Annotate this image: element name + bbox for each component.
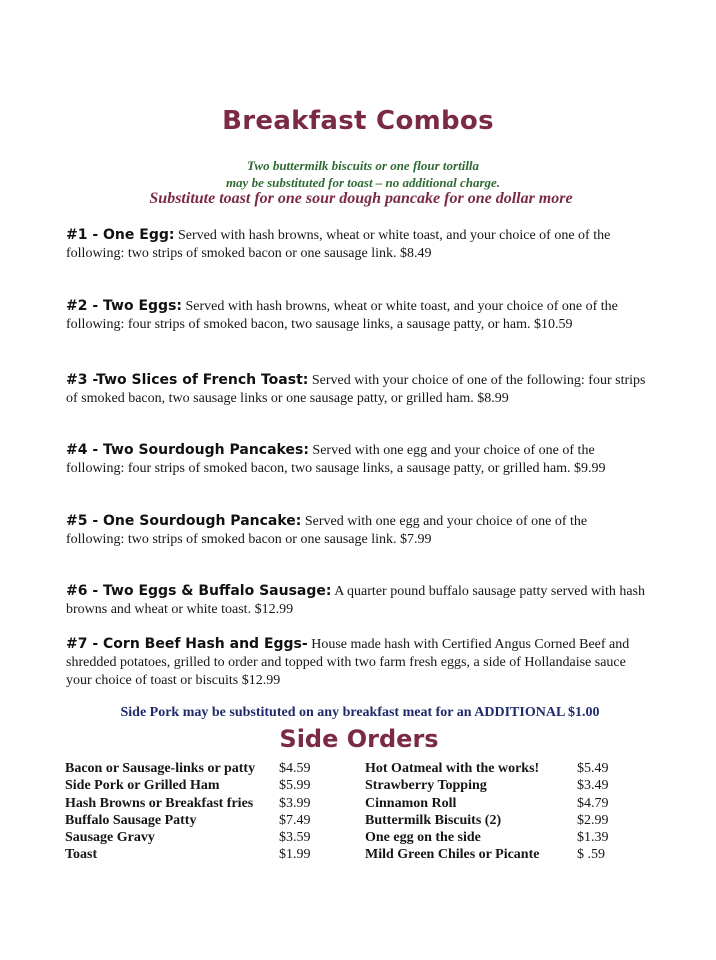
combo-item-3 [66,371,646,408]
combo-item-6 [66,582,646,619]
side-item-price: $2.99 [577,812,609,828]
side-item [365,760,615,777]
combo-name: #4 - Two Sourdough Pancakes: [66,442,309,458]
side-item [365,846,615,863]
side-item [65,812,330,829]
side-item-name: Mild Green Chiles or Picante [365,847,540,863]
combo-description: Served with one egg and your choice of one of the following: four strips of smoked bacon, two sausage links, a sausage patty, or grilled ham. $9.99 [66,443,606,476]
side-item [365,829,615,846]
combo-description: Served with hash browns, wheat or white toast, and your choice of one of the following: two strips of smoked bacon or one sausage link. $8.49 [66,228,611,261]
side-item-name: Cinnamon Roll [365,795,457,811]
side-item-price: $4.79 [577,795,609,811]
side-item-price: $3.49 [577,778,609,794]
combo-name: #6 - Two Eggs & Buffalo Sausage: [66,583,332,599]
side-orders-right-column [365,760,615,864]
side-item-name: One egg on the side [365,830,481,846]
biscuit-note-line2: may be substituted for toast – no additional charge. [225,175,501,190]
page-title: Breakfast Combos [222,106,494,136]
side-item-price: $3.99 [279,795,311,811]
side-item-name: Strawberry Topping [365,778,487,794]
combo-description: Served with hash browns, wheat or white toast, and your choice of one of the following: four strips of smoked bacon, two sausage links, a sausage patty, or ham. $10.59 [66,299,618,332]
side-item [65,760,330,777]
side-item-price: $5.49 [577,761,609,776]
side-item [365,777,615,794]
side-orders-title: Side Orders [279,725,439,753]
side-item-price: $7.49 [279,812,311,828]
side-item [65,829,330,846]
combo-name: #1 - One Egg: [66,227,175,243]
side-item [65,777,330,794]
side-item-name: Buttermilk Biscuits (2) [365,812,502,828]
side-item [365,795,615,812]
side-item-price: $1.99 [279,847,311,863]
side-item-name: Toast [65,847,98,863]
side-item-name: Side Pork or Grilled Ham [65,778,220,794]
substitute-note: Substitute toast for one sour dough pancake for one dollar more [149,190,573,207]
side-item [365,812,615,829]
combo-item-1 [66,226,646,263]
combo-item-5 [66,512,646,549]
combo-description: Served with one egg and your choice of one of the following: two strips of smoked bacon or one sausage link. $7.99 [66,514,588,547]
side-pork-note: Side Pork may be substituted on any breakfast meat for an ADDITIONAL $1.00 [120,705,600,720]
combo-name: #3 -Two Slices of French Toast: [66,372,309,388]
side-item-price: $4.59 [279,761,311,776]
combo-item-7 [66,635,646,690]
side-item-name: Bacon or Sausage-links or patty [65,761,256,776]
side-item-price: $ .59 [577,847,605,863]
side-item-name: Sausage Gravy [65,830,155,846]
combo-name: #7 - Corn Beef Hash and Eggs- [66,636,308,652]
side-item [65,846,330,863]
side-item-price: $1.39 [577,830,609,846]
combo-name: #2 - Two Eggs: [66,298,183,314]
combo-description: A quarter pound buffalo sausage patty served with hash browns and wheat or white toast. $12.99 [66,584,645,617]
side-item [65,795,330,812]
side-item-price: $3.59 [279,830,311,846]
combo-item-4 [66,441,646,478]
side-orders-left-column [65,760,330,864]
side-item-name: Buffalo Sausage Patty [65,812,197,828]
combo-description: Served with your choice of one of the following: four strips of smoked bacon, two sausage links or one sausage patty, or grilled ham. $8.99 [66,373,646,406]
combo-description: House made hash with Certified Angus Corned Beef and shredded potatoes, grilled to order and topped with two farm fresh eggs, a side of Hollandaise sauce your choice of toast or biscuits $12.99 [66,637,630,688]
side-item-name: Hot Oatmeal with the works! [365,761,540,776]
side-item-price: $5.99 [279,778,311,794]
combo-item-2 [66,297,646,334]
combo-name: #5 - One Sourdough Pancake: [66,513,302,529]
side-item-name: Hash Browns or Breakfast fries [65,795,254,811]
biscuit-note-line1: Two buttermilk biscuits or one flour tortilla [246,158,480,173]
